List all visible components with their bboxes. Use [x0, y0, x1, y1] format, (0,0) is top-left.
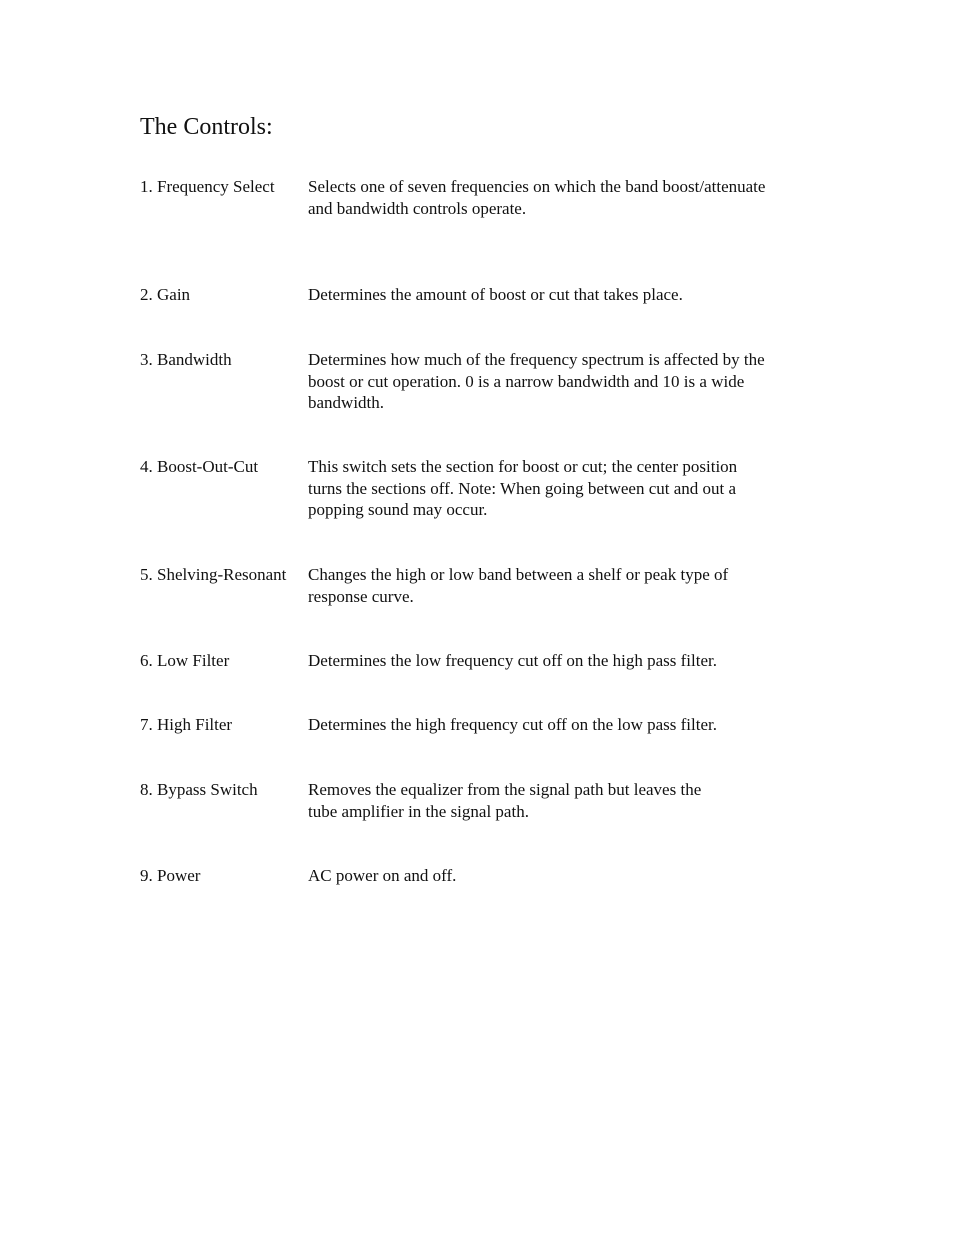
control-term: 3. Bandwidth — [140, 350, 232, 369]
control-description — [308, 650, 828, 672]
description-line: turns the sections off. Note: When going between cut and out a — [308, 478, 737, 498]
control-term: 9. Power — [140, 866, 201, 885]
control-term: 8. Bypass Switch — [140, 780, 258, 799]
description-line: Determines how much of the frequency spectrum is affected by the — [308, 350, 765, 369]
control-term: 4. Boost-Out-Cut — [140, 457, 259, 476]
description-line: Determines the low frequency cut off on the high pass filter. — [308, 651, 717, 670]
control-description — [308, 349, 828, 414]
control-description — [308, 564, 828, 607]
description-line: Removes the equalizer from the signal path but leaves the — [308, 780, 702, 799]
description-line: popping sound may occur. — [308, 500, 488, 519]
description-line: boost or cut operation. 0 is a narrow bandwidth and 10 is a wide — [308, 371, 745, 391]
control-description — [308, 284, 828, 306]
page-title: The Controls: — [140, 114, 273, 140]
description-line: Determines the high frequency cut off on the low pass filter. — [308, 715, 717, 734]
control-term: 7. High Filter — [140, 715, 233, 734]
description-line: AC power on and off. — [308, 866, 457, 885]
control-term: 6. Low Filter — [140, 651, 230, 670]
control-term: 5. Shelving-Resonant — [140, 565, 287, 584]
description-line: tube amplifier in the signal path. — [308, 801, 529, 821]
control-description — [308, 779, 828, 822]
description-line: response curve. — [308, 586, 414, 606]
description-line: Selects one of seven frequencies on which the band boost/attenuate — [308, 177, 766, 196]
control-description — [308, 865, 828, 887]
control-term: 1. Frequency Select — [140, 177, 275, 196]
description-line: and bandwidth controls operate. — [308, 198, 527, 218]
description-line: Changes the high or low band between a shelf or peak type of — [308, 565, 729, 584]
description-line: Determines the amount of boost or cut that takes place. — [308, 285, 683, 304]
control-description — [308, 176, 828, 219]
control-description — [308, 456, 828, 521]
description-line: This switch sets the section for boost or cut; the center position — [308, 457, 738, 476]
control-term: 2. Gain — [140, 285, 191, 304]
control-description — [308, 714, 828, 736]
description-line: bandwidth. — [308, 393, 385, 412]
